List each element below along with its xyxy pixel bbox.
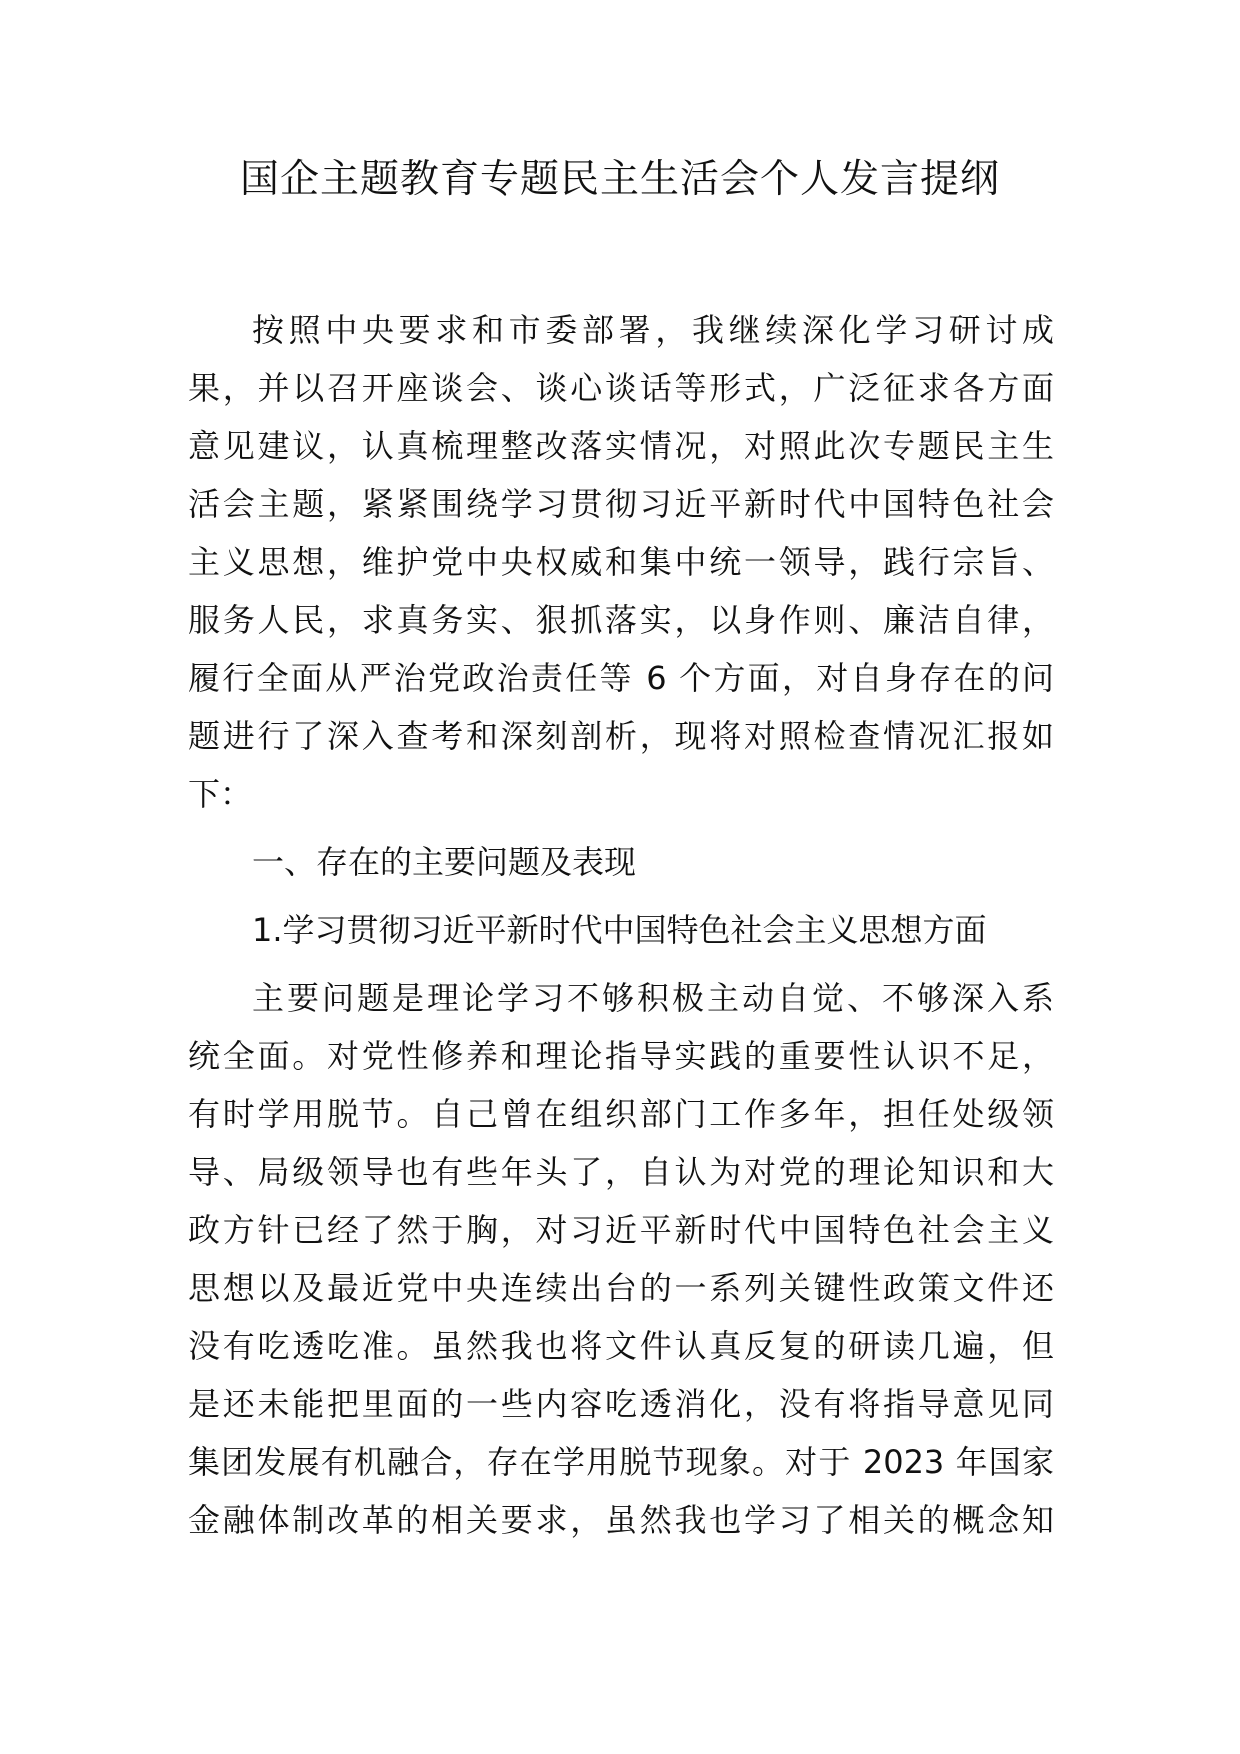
paragraph-intro <box>188 301 1054 823</box>
paragraph-line: 下： <box>188 775 253 813</box>
section-heading: 一、存在的主要问题及表现 <box>252 843 637 881</box>
paragraph-line: 思想以及最近党中央连续出台的一系列关键性政策文件还 <box>188 1269 1054 1307</box>
paragraph-line: 金融体制改革的相关要求，虽然我也学习了相关的概念知 <box>188 1501 1054 1539</box>
paragraph-line: 政方针已经了然于胸，对习近平新时代中国特色社会主义 <box>188 1211 1054 1249</box>
paragraph-line: 集团发展有机融合，存在学用脱节现象。对于 2023 年国家 <box>188 1443 1054 1481</box>
subsection-heading: 1.学习贯彻习近平新时代中国特色社会主义思想方面 <box>252 911 987 949</box>
paragraph-line: 服务人民，求真务实、狠抓落实，以身作则、廉洁自律， <box>188 601 1054 639</box>
paragraph-line: 履行全面从严治党政治责任等 6 个方面，对自身存在的问 <box>188 659 1054 697</box>
paragraph-problems <box>188 969 1054 1549</box>
paragraph-line: 按照中央要求和市委部署，我继续深化学习研讨成 <box>252 311 1054 349</box>
paragraph-line: 导、局级领导也有些年头了，自认为对党的理论知识和大 <box>188 1153 1054 1191</box>
paragraph-line: 没有吃透吃准。虽然我也将文件认真反复的研读几遍，但 <box>188 1327 1054 1365</box>
paragraph-line: 是还未能把里面的一些内容吃透消化，没有将指导意见同 <box>188 1385 1054 1423</box>
document-body <box>188 301 1054 1549</box>
paragraph-line: 题进行了深入查考和深刻剖析，现将对照检查情况汇报如 <box>188 717 1054 755</box>
paragraph-line: 主要问题是理论学习不够积极主动自觉、不够深入系 <box>252 979 1054 1017</box>
paragraph-line: 活会主题，紧紧围绕学习贯彻习近平新时代中国特色社会 <box>188 485 1054 523</box>
paragraph-line: 主义思想，维护党中央权威和集中统一领导，践行宗旨、 <box>188 543 1054 581</box>
paragraph-line: 意见建议，认真梳理整改落实情况，对照此次专题民主生 <box>188 427 1054 465</box>
paragraph-line: 统全面。对党性修养和理论指导实践的重要性认识不足， <box>188 1037 1054 1075</box>
paragraph-line: 有时学用脱节。自己曾在组织部门工作多年，担任处级领 <box>188 1095 1054 1133</box>
document-title: 国企主题教育专题民主生活会个人发言提纲 <box>239 157 1000 202</box>
paragraph-line: 果，并以召开座谈会、谈心谈话等形式，广泛征求各方面 <box>188 369 1054 407</box>
